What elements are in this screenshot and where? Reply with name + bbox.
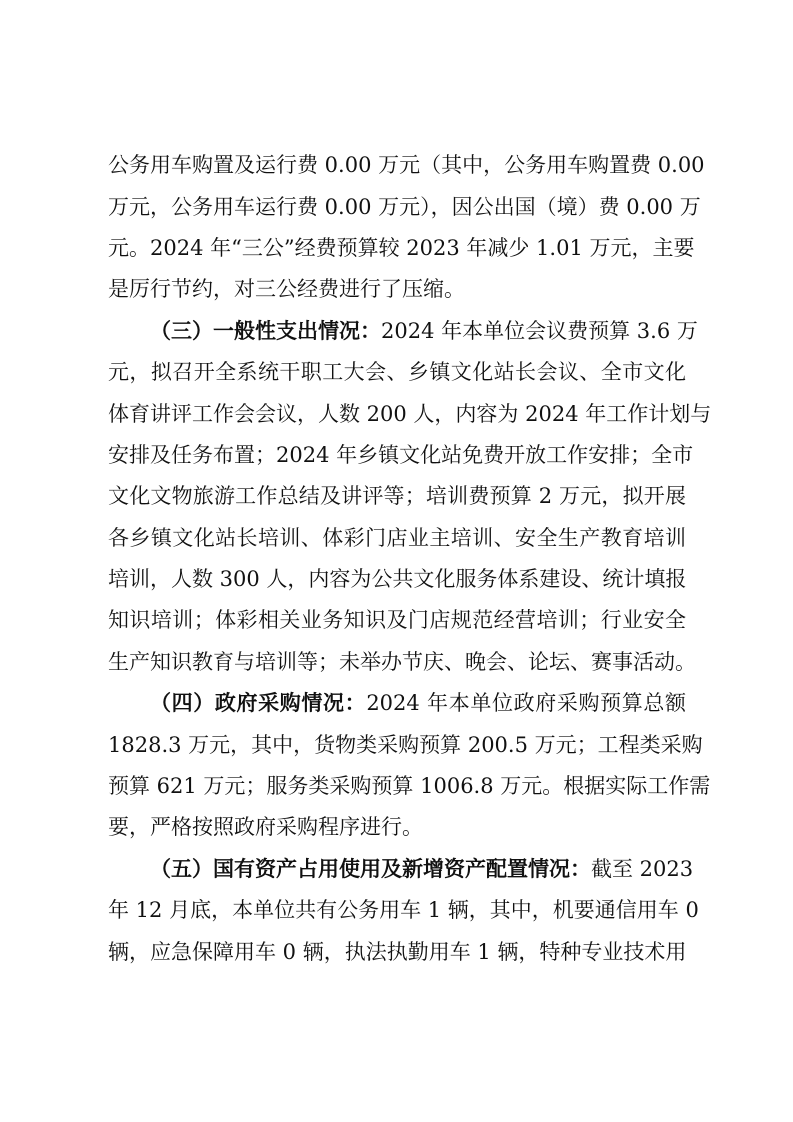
section-4-heading: （四）政府采购情况： [150,690,367,715]
paragraph-line: 培训，人数 300 人，内容为公共文化服务体系建设、统计填报 [108,567,687,591]
paragraph-text: 截至 2023 [591,857,694,881]
section-3-heading: （三）一般性支出情况： [150,318,381,343]
section-5-first-line [150,851,694,887]
section-4-first-line [150,685,686,721]
paragraph-text: 2024 年本单位政府采购预算总额 [366,691,686,715]
paragraph-line: 万元，公务用车运行费 0.00 万元），因公出国（境）费 0.00 万 [108,195,701,219]
paragraph-line: 是厉行节约，对三公经费进行了压缩。 [108,277,465,301]
paragraph-line: 体育讲评工作会会议，人数 200 人，内容为 2024 年工作计划与 [108,402,712,426]
paragraph-line: 知识培训；体彩相关业务知识及门店规范经营培训；行业安全 [108,608,686,632]
paragraph-line: 年 12 月底，本单位共有公务用车 1 辆，其中，机要通信用车 0 [108,898,699,922]
section-5-heading: （五）国有资产占用使用及新增资产配置情况： [150,856,591,881]
paragraph-line: 辆，应急保障用车 0 辆，执法执勤用车 1 辆，特种专业技术用 [108,940,687,964]
paragraph-line: 1828.3 万元，其中，货物类采购预算 200.5 万元；工程类采购 [108,733,703,757]
section-3-first-line [150,313,698,349]
paragraph-line: 文化文物旅游工作总结及讲评等；培训费预算 2 万元，拟开展 [108,484,686,508]
paragraph-line: 元。2024 年“三公”经费预算较 2023 年减少 1.01 万元，主要 [108,236,695,260]
paragraph-line: 元，拟召开全系统干职工大会、乡镇文化站长会议、全市文化 [108,360,686,384]
paragraph-line: 安排及任务布置；2024 年乡镇文化站免费开放工作安排；全市 [108,443,694,467]
paragraph-line: 公务用车购置及运行费 0.00 万元（其中，公务用车购置费 0.00 [108,153,705,177]
paragraph-text: 2024 年本单位会议费预算 3.6 万 [381,319,698,343]
paragraph-line: 预算 621 万元；服务类采购预算 1006.8 万元。根据实际工作需 [108,774,711,798]
paragraph-line: 各乡镇文化站长培训、体彩门店业主培训、安全生产教育培训 [108,526,686,550]
paragraph-line: 生产知识教育与培训等；未举办节庆、晚会、论坛、赛事活动。 [108,650,696,674]
paragraph-line: 要，严格按照政府采购程序进行。 [108,815,423,839]
